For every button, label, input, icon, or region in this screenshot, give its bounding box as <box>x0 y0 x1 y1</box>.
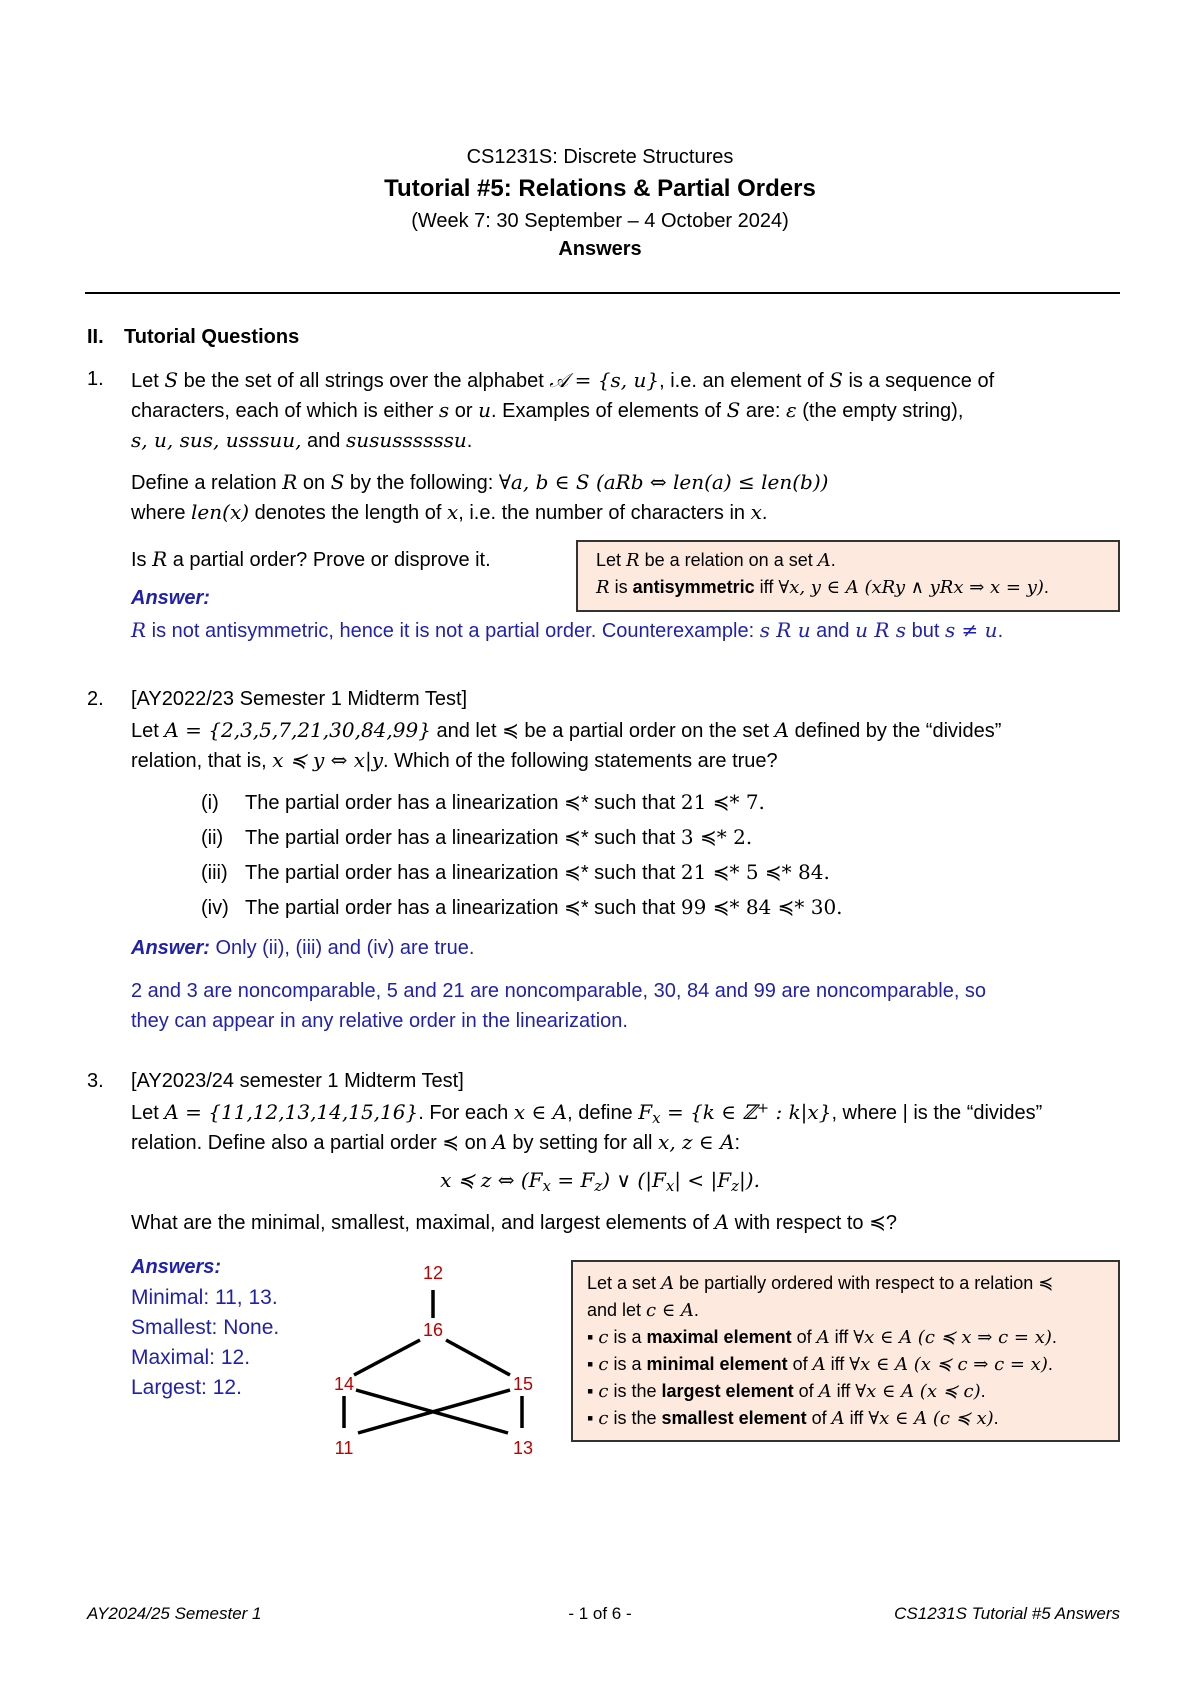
q2-item-ii: (ii) The partial order has a linearization ≼* such that 3 ≼* 2. <box>201 825 753 849</box>
q1-line-5: where len(x) denotes the length of x, i.e. the number of characters in x. <box>131 500 768 524</box>
q1-line-3: s, u, sus, usssuu, and susussssssu. <box>131 428 473 452</box>
q1-line-2: characters, each of which is either s or u. Examples of elements of S are: ε (the empty string), <box>131 398 964 422</box>
q3-answer-smallest: Smallest: None. <box>131 1316 280 1339</box>
q1-line-6: Is R a partial order? Prove or disprove it. <box>131 547 491 571</box>
node-15: 15 <box>512 1374 534 1394</box>
edge-15-16 <box>446 1340 510 1375</box>
q3-source: [AY2023/24 semester 1 Midterm Test] <box>131 1070 464 1092</box>
definition-line-2: R is antisymmetric iff ∀x, y ∈ A (xRy ∧ yRx ⇒ x = y). <box>596 577 1049 598</box>
bullet-icon: ▪ <box>587 1327 594 1347</box>
footer-semester: AY2024/25 Semester 1 <box>87 1604 262 1623</box>
week-subtitle: (Week 7: 30 September – 4 October 2024) <box>411 210 789 232</box>
node-12: 12 <box>422 1263 444 1283</box>
q3-formula: x ≼ z ⇔ $(F_x = F_z)$ ∨ $(|F_x| < |F_z|)$. <box>440 1168 760 1195</box>
header-divider <box>85 292 1120 294</box>
q3-answer-largest: Largest: 12. <box>131 1376 242 1399</box>
q2-item-i: (i) The partial order has a linearization ≼* such that 21 ≼* 7. <box>201 790 765 814</box>
node-14: 14 <box>333 1374 355 1394</box>
definition-line-1: Let R be a relation on a set A. <box>596 550 836 571</box>
antisymmetric-definition-box <box>576 540 1120 612</box>
q1-line-1: Let S be the set of all strings over the alphabet 𝒜 = {s, u}, i.e. an element of S is a sequence of <box>131 368 995 392</box>
footer-page-number: - 1 of 6 - <box>568 1604 632 1623</box>
q3-answers-label: Answers: <box>131 1256 222 1278</box>
q2-answer: Answer: Only (ii), (iii) and (iv) are true. <box>131 937 475 959</box>
hasse-diagram <box>320 1260 550 1470</box>
q1-answer: R is not antisymmetric, hence it is not a partial order. Counterexample: s R u and u R s but s ≠ u. <box>131 618 1004 642</box>
definition-largest: ▪ c is the largest element of A iff ∀x ∈ A (x ≼ c). <box>587 1381 986 1402</box>
footer-document-title: CS1231S Tutorial #5 Answers <box>894 1604 1120 1623</box>
q3-line-3: relation. Define also a partial order ≼ on A by setting for all x, z ∈ A: <box>131 1130 741 1154</box>
definition-intro-2: and let c ∈ A. <box>587 1300 699 1321</box>
course-title: CS1231S: Discrete Structures <box>466 146 734 168</box>
section-title: Tutorial Questions <box>124 326 300 348</box>
definition-maximal: ▪ c is a maximal element of A iff ∀x ∈ A (c ≼ x ⇒ c = x). <box>587 1327 1057 1348</box>
q2-line-2: Let A = {2,3,5,7,21,30,84,99} and let ≼ be a partial order on the set A defined by the “divides” <box>131 718 1002 742</box>
order-elements-definition-box <box>571 1260 1120 1442</box>
node-11: 11 <box>334 1438 354 1458</box>
definition-intro-1: Let a set A be partially ordered with respect to a relation ≼ <box>587 1273 1054 1294</box>
bullet-icon: ▪ <box>587 1381 594 1401</box>
bullet-icon: ▪ <box>587 1408 594 1428</box>
definition-minimal: ▪ c is a minimal element of A iff ∀x ∈ A (x ≼ c ⇒ c = x). <box>587 1354 1053 1375</box>
q3-answer-minimal: Minimal: 11, 13. <box>131 1286 278 1309</box>
q1-line-4: Define a relation R on S by the following: ∀a, b ∈ S (aRb ⇔ len(a) ≤ len(b)) <box>131 470 829 494</box>
q2-item-iii: (iii) The partial order has a linearization ≼* such that 21 ≼* 5 ≼* 84. <box>201 860 830 884</box>
q1-answer-label: Answer: <box>131 587 210 609</box>
bullet-icon: ▪ <box>587 1354 594 1374</box>
answers-subtitle: Answers <box>558 238 642 260</box>
question-number-2: 2. <box>87 688 104 710</box>
question-number-3: 3. <box>87 1070 104 1092</box>
q3-line-2: Let A = {11,12,13,14,15,16}. For each x ∈ A, define $F_x = \{k$ ∈ ℤ+ : k|x}, where | is the “divides” <box>131 1100 1043 1127</box>
q2-line-3: relation, that is, x ≼ y ⇔ x|y. Which of the following statements are true? <box>131 748 778 772</box>
edge-14-16 <box>354 1340 420 1375</box>
q2-explanation-2: they can appear in any relative order in the linearization. <box>131 1010 628 1032</box>
q3-question: What are the minimal, smallest, maximal, and largest elements of A with respect to ≼? <box>131 1210 897 1234</box>
q2-source: [AY2022/23 Semester 1 Midterm Test] <box>131 688 468 710</box>
node-16: 16 <box>422 1320 444 1340</box>
definition-smallest: ▪ c is the smallest element of A iff ∀x ∈ A (c ≼ x). <box>587 1408 999 1429</box>
page-title: Tutorial #5: Relations & Partial Orders <box>384 175 816 202</box>
q2-item-iv: (iv) The partial order has a linearization ≼* such that 99 ≼* 84 ≼* 30. <box>201 895 843 919</box>
section-number: II. <box>87 326 104 348</box>
q2-explanation-1: 2 and 3 are noncomparable, 5 and 21 are noncomparable, 30, 84 and 99 are noncomparable, so <box>131 980 987 1002</box>
node-13: 13 <box>512 1438 534 1458</box>
q3-answer-maximal: Maximal: 12. <box>131 1346 251 1369</box>
question-number-1: 1. <box>87 368 104 390</box>
